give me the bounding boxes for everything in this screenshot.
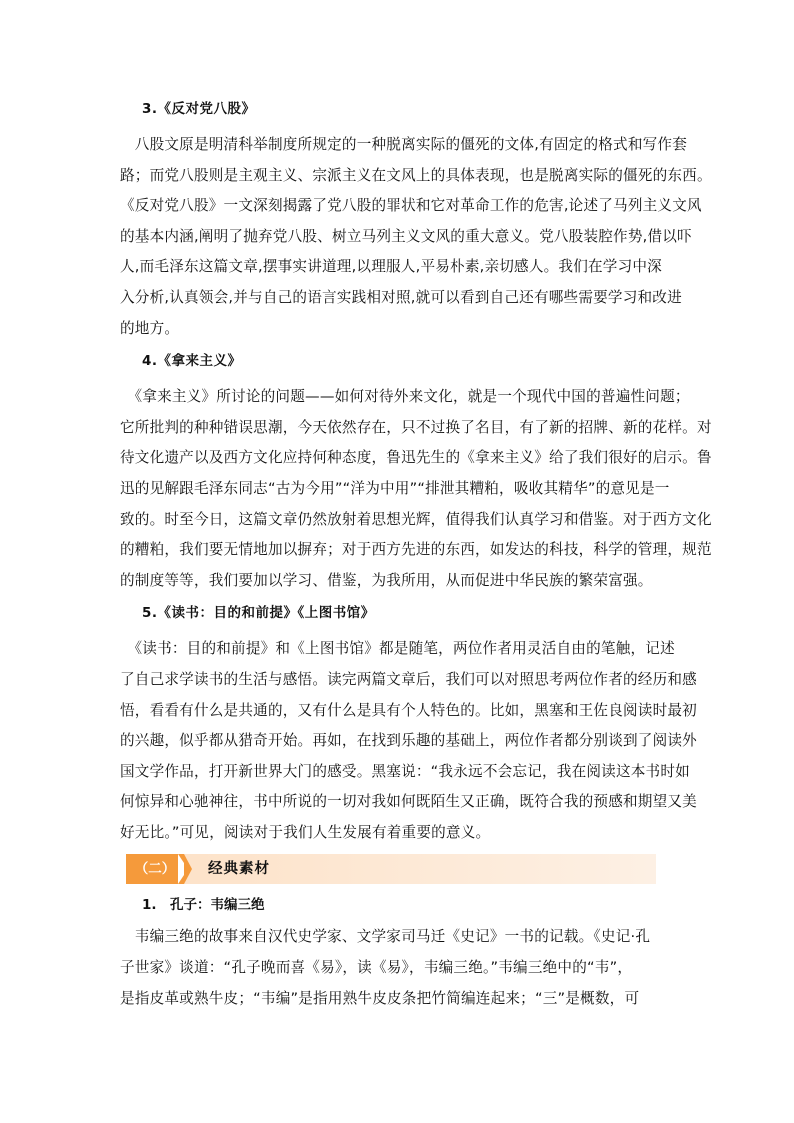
paragraph-line: 它所批判的种种错误思潮，今天依然存在，只不过换了名目，有了新的招牌、新的花样。对 bbox=[120, 418, 712, 436]
section-heading-nalaizhuyi: 4.《拿来主义》 bbox=[142, 353, 242, 370]
section-heading-dushu: 5.《读书：目的和前提》《上图书馆》 bbox=[142, 605, 375, 622]
paragraph-line: 的糟粕，我们要无情地加以摒弃；对于西方先进的东西，如发达的科技，科学的管理，规范 bbox=[120, 541, 712, 559]
paragraph-line: 的基本内涵,阐明了抛弃党八股、树立马列主义文风的重大意义。党八股装腔作势,借以吓 bbox=[120, 227, 692, 245]
paragraph-line: 何惊异和心驰神往，书中所说的一切对我如何既陌生又正确，既符合我的预感和期望又美 bbox=[120, 793, 697, 811]
banner-title: 经典素材 bbox=[208, 861, 270, 878]
section-paragraph-fanduidangbagu bbox=[120, 130, 712, 344]
page-content bbox=[120, 98, 712, 1020]
paragraph-line: 子世家》谈道：“孔子晚而喜《易》，读《易》，韦编三绝。”韦编三绝中的“韦”， bbox=[120, 959, 633, 977]
paragraph-line: 待文化遗产以及西方文化应持何种态度，鲁迅先生的《拿来主义》给了我们很好的启示。鲁 bbox=[120, 449, 712, 467]
banner-tag: （二） bbox=[126, 854, 184, 884]
paragraph-line: 《拿来主义》所讨论的问题——如何对待外来文化，就是一个现代中国的普遍性问题； bbox=[120, 388, 690, 406]
paragraph-line: 的兴趣，似乎都从猎奇开始。再如，在找到乐趣的基础上，两位作者都分别谈到了阅读外 bbox=[120, 732, 697, 750]
paragraph-line: 《反对党八股》一文深刻揭露了党八股的罪状和它对革命工作的危害,论述了马列主义文风 bbox=[120, 197, 702, 215]
material-heading: 1. 孔子：韦编三绝 bbox=[142, 897, 265, 914]
paragraph-line: 路；而党八股则是主观主义、宗派主义在文风上的具体表现，也是脱离实际的僵死的东西。 bbox=[120, 166, 712, 184]
paragraph-line: 韦编三绝的故事来自汉代史学家、文学家司马迁《史记》一书的记载。《史记·孔 bbox=[120, 928, 651, 946]
paragraph-line: 《读书：目的和前提》和《上图书馆》都是随笔，两位作者用灵活自由的笔触，记述 bbox=[120, 640, 675, 658]
paragraph-line: 是指皮革或熟牛皮；“韦编”是指用熟牛皮皮条把竹简编连起来；“三”是概数，可 bbox=[120, 989, 640, 1007]
paragraph-line: 迅的见解跟毛泽东同志“古为今用”“洋为中用”“排泄其糟粕，吸收其精华”的意见是一 bbox=[120, 479, 670, 497]
section-paragraph-dushu bbox=[120, 634, 697, 848]
section-paragraph-nalaizhuyi bbox=[120, 382, 712, 596]
paragraph-line: 的制度等等，我们要加以学习、借鉴，为我所用，从而促进中华民族的繁荣富强。 bbox=[120, 571, 653, 589]
section-banner bbox=[126, 854, 654, 884]
paragraph-line: 悟，看看有什么是共通的，又有什么是具有个人特色的。比如，黑塞和王佐良阅读时最初 bbox=[120, 701, 697, 719]
chevron-right-icon bbox=[184, 854, 192, 884]
paragraph-line: 八股文原是明清科举制度所规定的一种脱离实际的僵死的文体,有固定的格式和写作套 bbox=[120, 136, 688, 153]
section-heading-fanduidangbagu: 3.《反对党八股》 bbox=[142, 101, 256, 117]
paragraph-line: 了自己求学读书的生活与感悟。读完两篇文章后，我们可以对照思考两位作者的经历和感 bbox=[120, 670, 697, 688]
paragraph-line: 好无比。”可见，阅读对于我们人生发展有着重要的意义。 bbox=[120, 823, 491, 841]
paragraph-line: 致的。时至今日，这篇文章仍然放射着思想光辉，值得我们认真学习和借鉴。对于西方文化 bbox=[120, 510, 712, 528]
paragraph-line: 国文学作品，打开新世界大门的感受。黑塞说：“我永远不会忘记，我在阅读这本书时如 bbox=[120, 762, 690, 780]
paragraph-line: 的地方。 bbox=[120, 319, 180, 337]
paragraph-line: 人,而毛泽东这篇文章,摆事实讲道理,以理服人,平易朴素,亲切感人。我们在学习中深 bbox=[120, 258, 662, 276]
paragraph-line: 入分析,认真领会,并与自己的语言实践相对照,就可以看到自己还有哪些需要学习和改进 bbox=[120, 288, 682, 306]
material-paragraph bbox=[120, 922, 680, 1014]
